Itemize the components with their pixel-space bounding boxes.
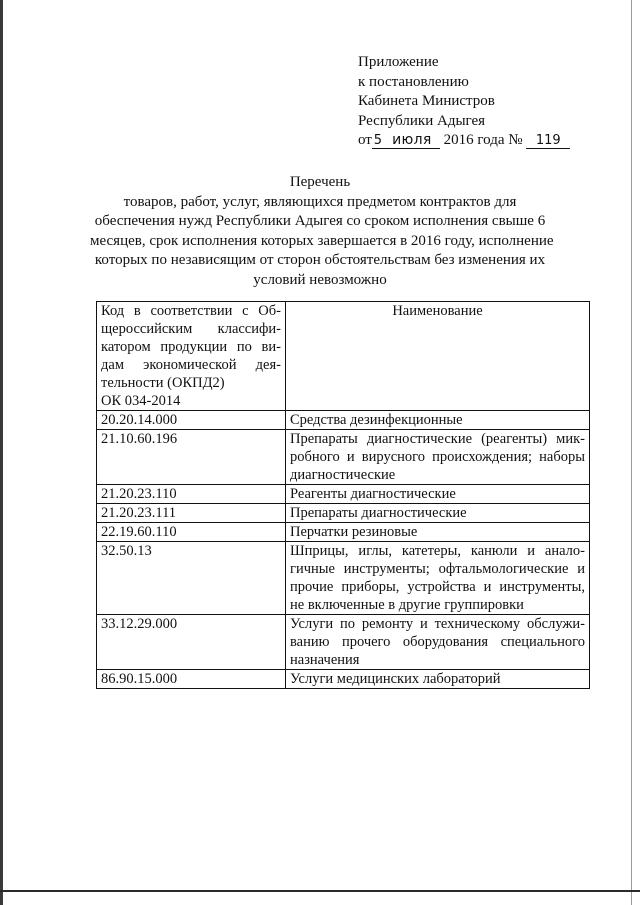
table-row (97, 615, 590, 670)
name-cell (286, 430, 590, 485)
name-line: Реагенты диагностические (290, 486, 456, 502)
title-line: обеспечения нужд Республики Адыгея со сроком исполнения свыше 6 (94, 213, 546, 229)
code-cell: 22.19.60.110 (97, 523, 286, 542)
name-line: назначения (290, 652, 360, 668)
table-header-row (97, 302, 590, 411)
code-cell: 86.90.15.000 (97, 670, 286, 689)
scan-edge-left (0, 0, 3, 905)
scan-edge-right (631, 0, 632, 905)
header-code-line: катором продукции по ви- (101, 339, 281, 355)
code-cell: 21.20.23.110 (97, 485, 286, 504)
name-cell (286, 615, 590, 670)
date-year: 2016 года № (443, 132, 523, 148)
table-row (97, 485, 590, 504)
annex-line-2: к постановлению (358, 73, 469, 90)
name-line: Препараты диагностические (290, 505, 467, 521)
table-row (97, 411, 590, 430)
name-line: Услуги медицинских лабораторий (290, 671, 501, 687)
name-line: Перчатки резиновые (290, 524, 418, 540)
title-heading: Перечень (289, 174, 351, 190)
header-code-line: дам экономической дея- (101, 357, 281, 373)
annex-line-3: Кабинета Министров (358, 93, 495, 109)
code-cell: 21.20.23.111 (97, 504, 286, 523)
annex-line-1: Приложение (358, 54, 439, 70)
header-name-cell: Наименование (286, 302, 590, 411)
annex-block (358, 53, 570, 151)
name-line: Препараты диагностические (реагенты) мик- (290, 431, 585, 447)
name-line: диагностические (290, 467, 396, 483)
name-line: ванию прочего оборудования специального (290, 634, 585, 650)
header-code-line: ОК 034-2014 (101, 393, 181, 409)
date-day: 5 (373, 133, 382, 148)
table-row (97, 504, 590, 523)
date-prefix: от (358, 132, 372, 148)
name-line: Средства дезинфекционные (290, 412, 463, 428)
header-code-line: щероссийским классифи- (101, 321, 281, 337)
title-line: товаров, работ, услуг, являющихся предметом контрактов для (123, 193, 517, 210)
table-row (97, 430, 590, 485)
title-line: условий невозможно (253, 271, 387, 288)
code-cell: 32.50.13 (97, 542, 286, 615)
name-line: робного и вирусного происхождения; наборы (290, 449, 585, 465)
code-cell: 20.20.14.000 (97, 411, 286, 430)
code-cell: 21.10.60.196 (97, 430, 286, 485)
name-cell (286, 670, 590, 689)
header-code-line: тельности (ОКПД2) (101, 375, 225, 391)
header-code-cell (97, 302, 286, 411)
table-row (97, 670, 590, 689)
document-number: 119 (526, 133, 570, 149)
table-row (97, 523, 590, 542)
scan-edge-bottom (0, 890, 640, 892)
name-cell (286, 523, 590, 542)
document-title (90, 173, 554, 290)
date-month: июля (384, 133, 440, 149)
name-line: Услуги по ремонту и техническому обслужи- (290, 616, 585, 632)
title-line: месяцев, срок исполнения которых завершается в 2016 году, исполнение (90, 232, 554, 249)
annex-date-line (358, 131, 570, 151)
name-line: прочие приборы, устройства и инструменты, (290, 579, 585, 595)
header-code-line: Код в соответствии с Об- (101, 303, 281, 319)
name-line: Шприцы, иглы, катетеры, канюли и анало- (290, 543, 585, 559)
name-line: гичные инструменты; офтальмологические и (290, 561, 585, 577)
annex-line-4: Республики Адыгея (358, 112, 486, 129)
name-line: не включенные в другие группировки (290, 597, 524, 613)
name-cell (286, 542, 590, 615)
title-line: которых по независящим от сторон обстоятельствам без изменения их (94, 252, 546, 268)
name-cell (286, 411, 590, 430)
code-cell: 33.12.29.000 (97, 615, 286, 670)
name-cell (286, 504, 590, 523)
goods-table (96, 301, 590, 689)
table-row (97, 542, 590, 615)
name-cell (286, 485, 590, 504)
